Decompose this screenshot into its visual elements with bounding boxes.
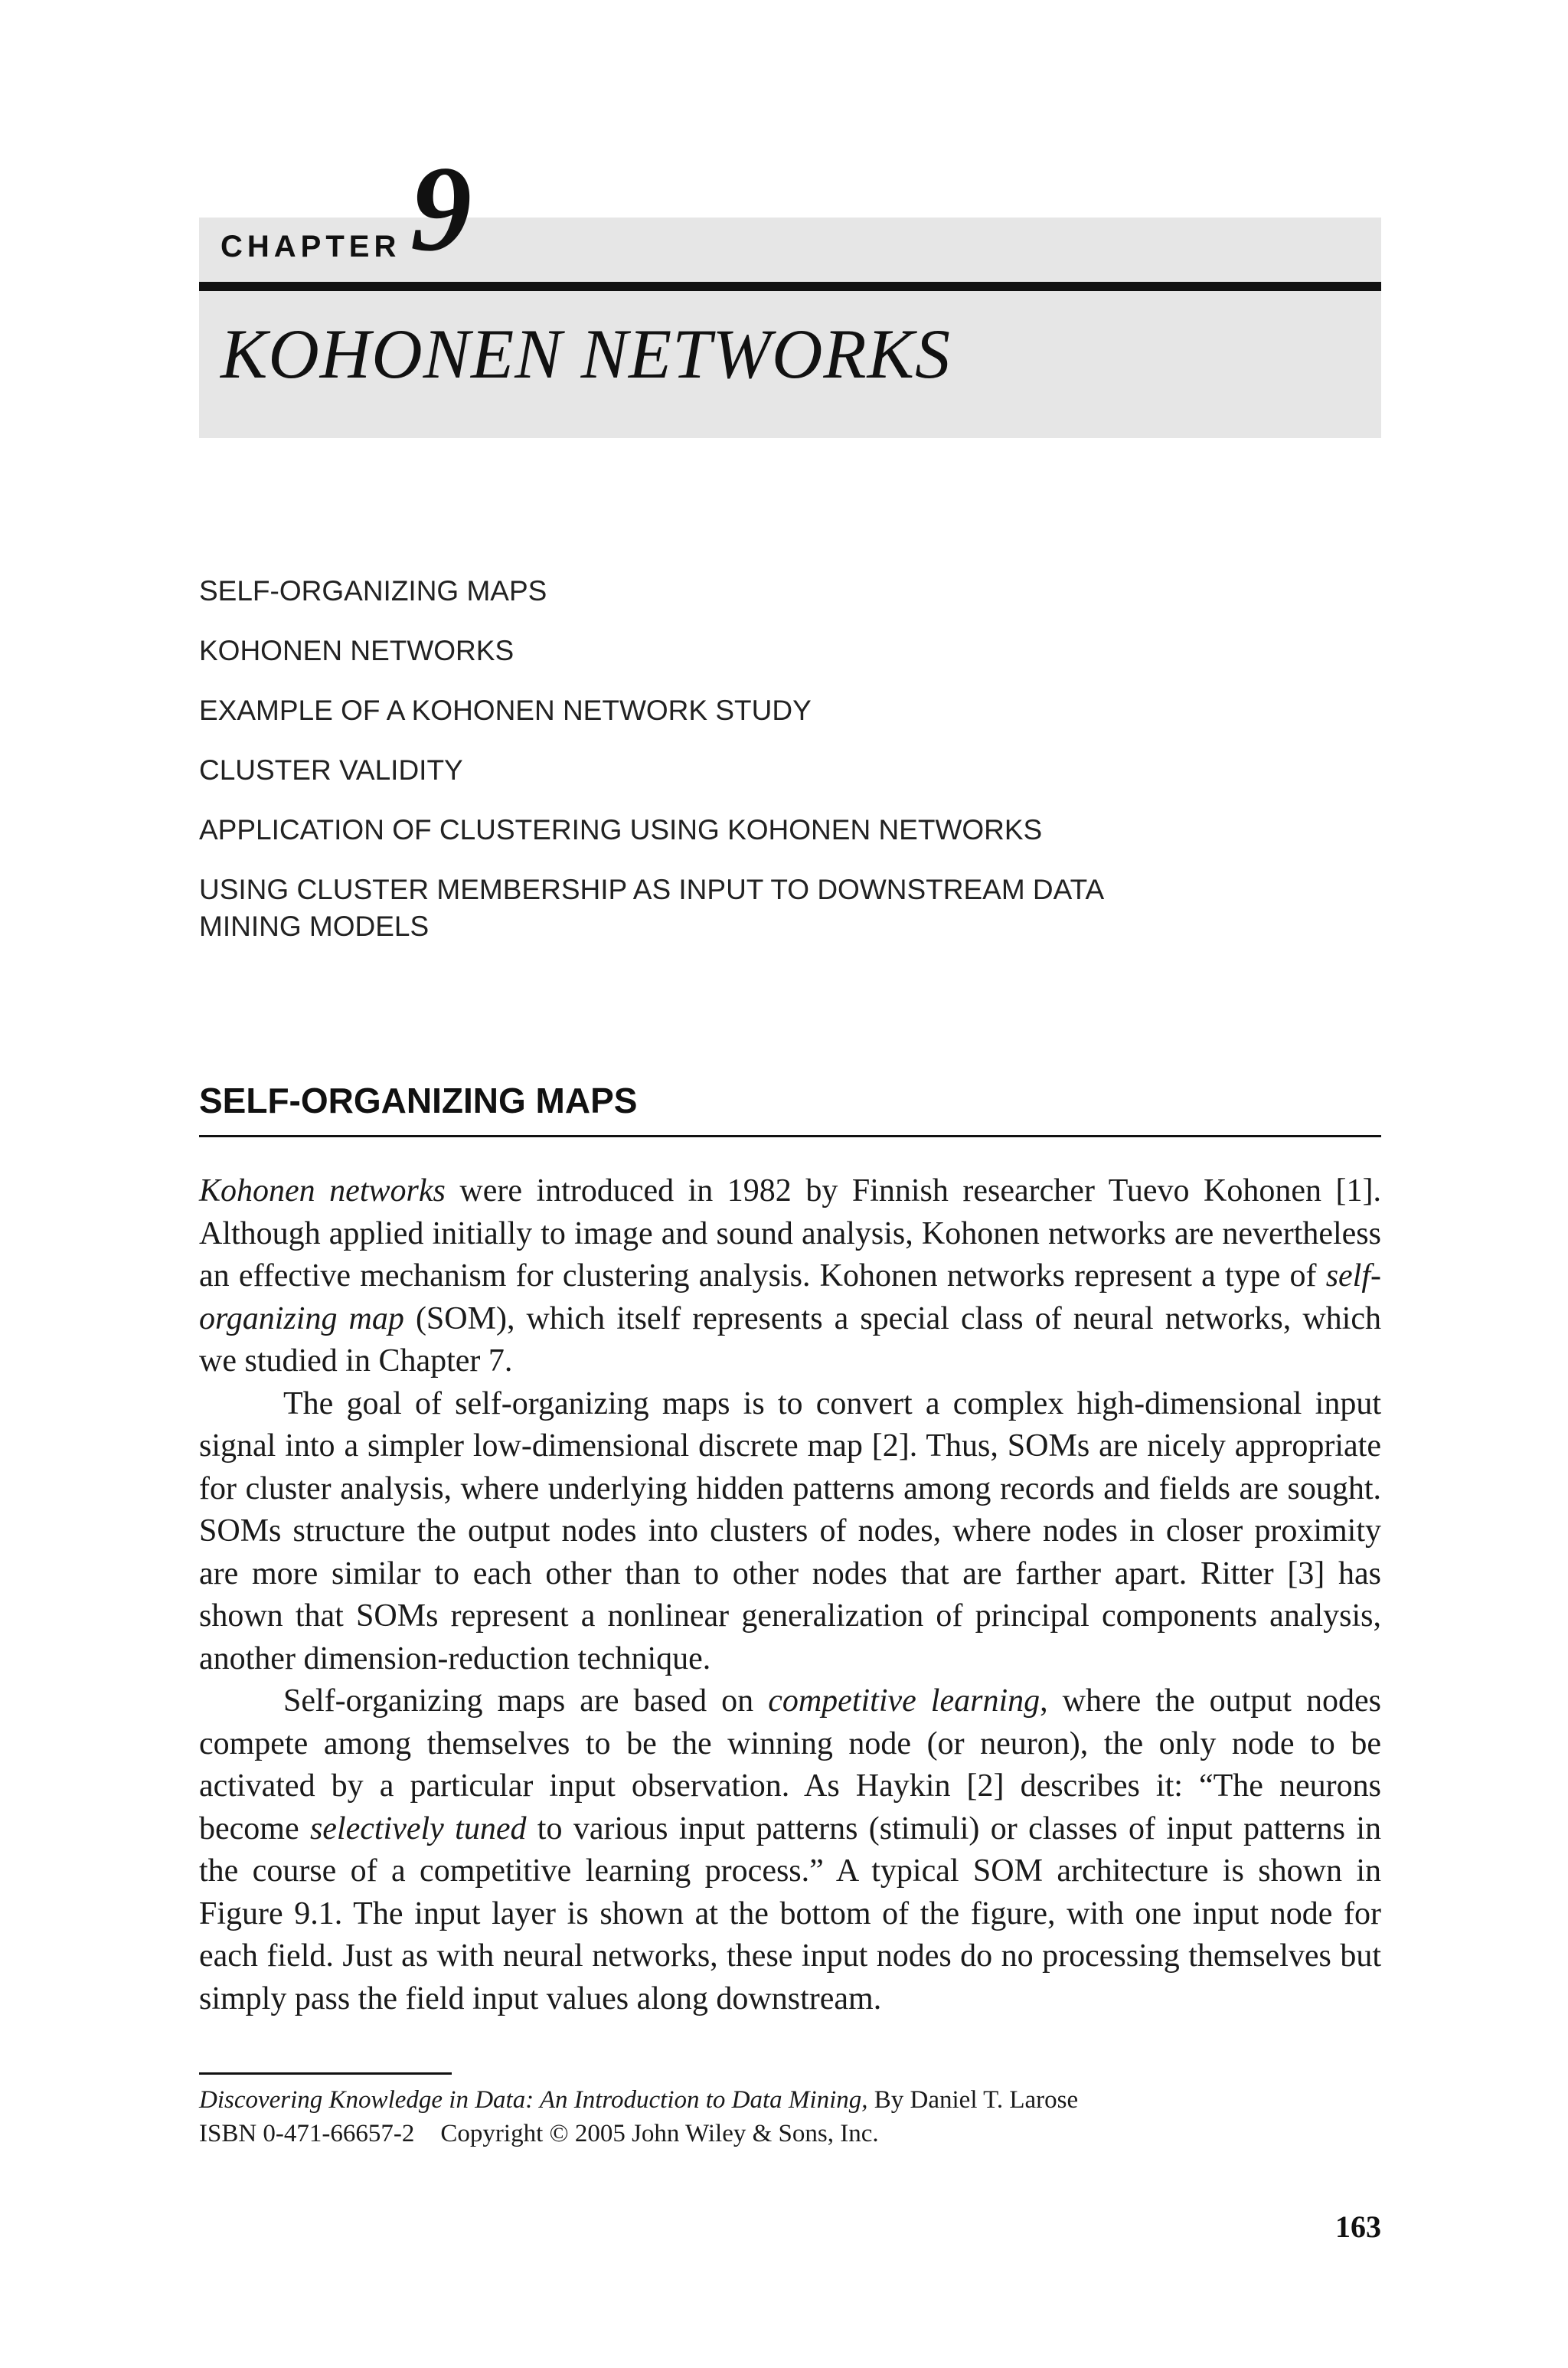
copyright: Copyright © 2005 John Wiley & Sons, Inc. bbox=[440, 2120, 879, 2147]
toc-item: APPLICATION OF CLUSTERING USING KOHONEN NETWORKS bbox=[199, 814, 1043, 845]
text-run: were introduced in 1982 by Finnish researcher Tuevo Kohonen [1]. Although applied initially to image and sound analysis, Kohonen networks are nevertheless an effective mechanism for clustering analysis. Kohonen networks represent a type of bbox=[199, 1173, 1382, 1294]
text-run: (SOM), which itself represents a special class of neural networks, which we studied in Chapter 7. bbox=[199, 1300, 1381, 1379]
text-run: to various input patterns (stimuli) or classes of input patterns in the course of a competitive learning process.” A typical SOM architecture is shown in Figure 9.1. The input layer is shown at the bottom of the figure, with one input node for each field. Just as with neural networks, these input nodes do no processing themselves but simply pass the field input values along downstream. bbox=[199, 1810, 1382, 2016]
isbn: ISBN 0-471-66657-2 bbox=[199, 2120, 415, 2147]
book-title: Discovering Knowledge in Data: An Introduction to Data Mining, bbox=[199, 2086, 868, 2114]
section-rule bbox=[199, 1135, 1381, 1137]
page-number: 163 bbox=[1335, 2209, 1381, 2244]
footnote bbox=[199, 2083, 1381, 2150]
footnote-rule bbox=[199, 2072, 452, 2075]
text-run: The goal of self-organizing maps is to convert a complex high-dimensional input signal into a simpler low-dimensional discrete map [2]. Thus, SOMs are nicely appropriate for cluster analysis, where underlying hidden patterns among records and fields are sought. SOMs structure the output nodes into clusters of nodes, where nodes in closer proximity are more similar to each other than to other nodes that are farther apart. Ritter [3] has shown that SOMs represent a nonlinear generalization of principal components analysis, another dimension-reduction technique. bbox=[199, 1385, 1381, 1676]
footnote-line-1 bbox=[199, 2083, 1381, 2117]
chapter-label: CHAPTER bbox=[220, 230, 401, 263]
paragraph-3 bbox=[199, 1680, 1381, 2020]
emphasis: self-organizing map bbox=[199, 1258, 1381, 1336]
chapter-title: KOHONEN NETWORKS bbox=[220, 315, 951, 393]
toc-item: SELF-ORGANIZING MAPS bbox=[199, 575, 547, 607]
section-heading: SELF-ORGANIZING MAPS bbox=[199, 1081, 638, 1120]
toc-item: EXAMPLE OF A KOHONEN NETWORK STUDY bbox=[199, 695, 812, 726]
toc-item: KOHONEN NETWORKS bbox=[199, 635, 514, 666]
emphasis: selectively tuned bbox=[309, 1810, 527, 1846]
chapter-contents-list bbox=[199, 573, 1348, 968]
text-run: , where the output nodes compete among themselves to be the winning node (or neuron), the only node to be activated by a particular input observation. As Haykin [2] describes it: “The neurons become bbox=[199, 1683, 1381, 1846]
emphasis: Kohonen networks bbox=[199, 1173, 446, 1209]
paragraph-2 bbox=[199, 1383, 1381, 1681]
body-text bbox=[199, 1170, 1381, 2020]
paragraph-1 bbox=[199, 1170, 1381, 1383]
toc-item: CLUSTER VALIDITY bbox=[199, 754, 463, 786]
chapter-number: 9 bbox=[410, 140, 472, 276]
toc-item: USING CLUSTER MEMBERSHIP AS INPUT TO DOWNSTREAM DATA MINING MODELS bbox=[199, 874, 1103, 942]
text-run: Self-organizing maps are based on bbox=[283, 1683, 769, 1719]
chapter-rule bbox=[199, 282, 1381, 291]
emphasis: competitive learning bbox=[768, 1683, 1040, 1719]
footnote-line-2 bbox=[199, 2117, 1381, 2150]
book-author: By Daniel T. Larose bbox=[867, 2086, 1079, 2114]
